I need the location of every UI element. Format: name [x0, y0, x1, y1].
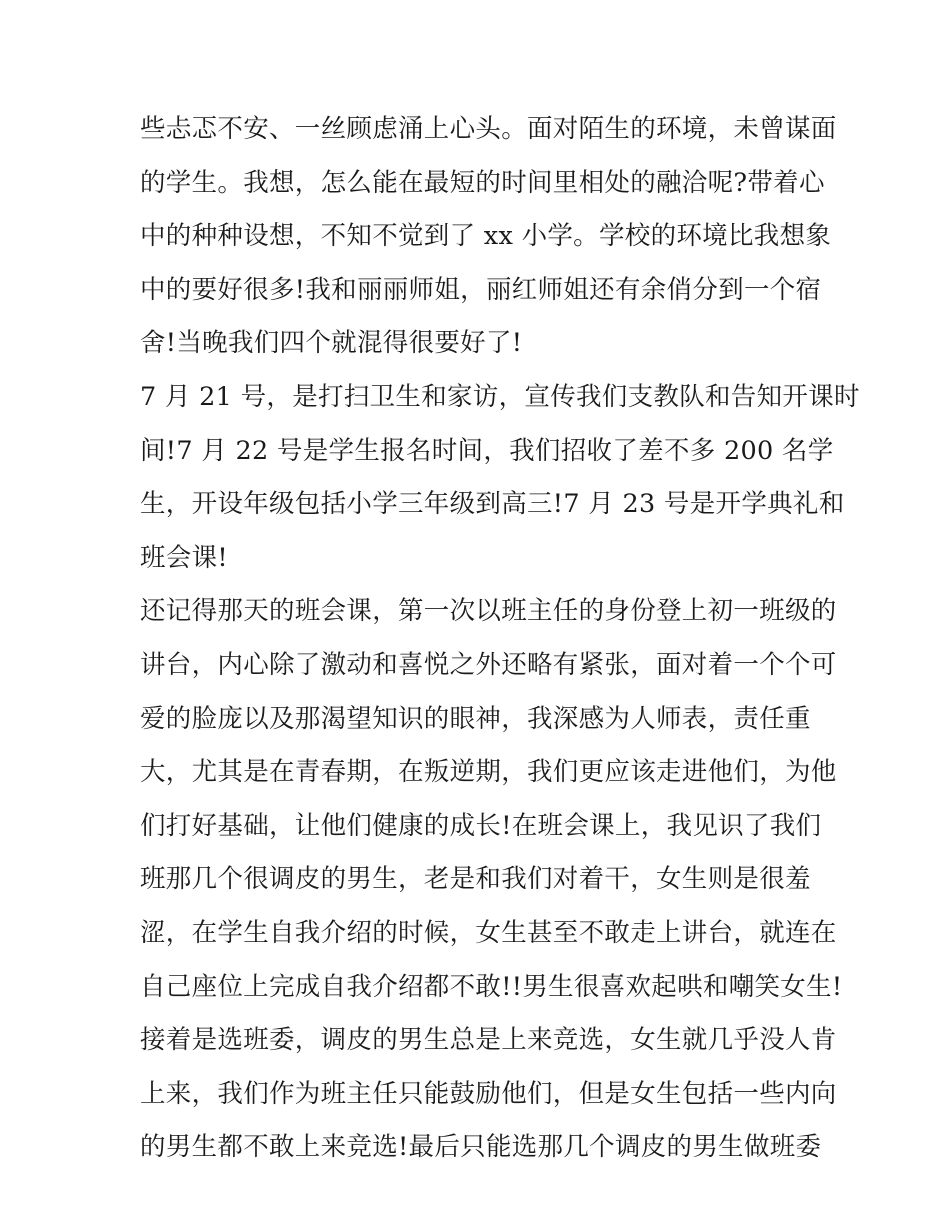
- text-line: 中的要好很多!我和丽丽师姐，丽红师姐还有余俏分到一个宿: [140, 274, 822, 305]
- text-line: 7 月 21 号，是打扫卫生和家访，宣传我们支教队和告知开课时: [140, 381, 860, 412]
- text-line: 大，尤其是在青春期，在叛逆期，我们更应该走进他们，为他: [140, 757, 837, 788]
- text-line: 班那几个很调皮的男生，老是和我们对着干，女生则是很羞: [140, 864, 811, 895]
- text-line: 中的种种设想，不知不觉到了 xx 小学。学校的环境比我想象: [140, 221, 832, 252]
- text-line: 爱的脸庞以及那渴望知识的眼神，我深感为人师表，责任重: [140, 703, 811, 734]
- text-line: 们打好基础，让他们健康的成长!在班会课上，我见识了我们: [140, 810, 822, 841]
- text-line: 班会课!: [140, 542, 228, 573]
- text-line: 的男生都不敢上来竞选!最后只能选那几个调皮的男生做班委: [140, 1132, 822, 1163]
- text-line: 还记得那天的班会课，第一次以班主任的身份登上初一班级的: [140, 596, 837, 627]
- text-line: 自己座位上完成自我介绍都不敢!!男生很喜欢起哄和嘲笑女生!: [140, 971, 843, 1002]
- text-line: 些忐忑不安、一丝顾虑涌上心头。面对陌生的环境，未曾谋面: [140, 114, 837, 144]
- document-body: [140, 103, 860, 1175]
- text-line: 舍!当晚我们四个就混得很要好了!: [140, 328, 523, 359]
- text-line: 的学生。我想，怎么能在最短的时间里相处的融洽呢?带着心: [140, 167, 825, 198]
- text-line: 接着是选班委，调皮的男生总是上来竞选，女生就几乎没人肯: [140, 1025, 837, 1056]
- text-line: 涩，在学生自我介绍的时候，女生甚至不敢走上讲台，就连在: [140, 917, 837, 948]
- text-line: 讲台，内心除了激动和喜悦之外还略有紧张，面对着一个个可: [140, 649, 837, 680]
- text-line: 生，开设年级包括小学三年级到高三!7 月 23 号是开学典礼和: [140, 489, 845, 520]
- text-line: 间!7 月 22 号是学生报名时间，我们招收了差不多 200 名学: [140, 435, 834, 466]
- text-line: 上来，我们作为班主任只能鼓励他们，但是女生包括一些内向: [140, 1078, 837, 1109]
